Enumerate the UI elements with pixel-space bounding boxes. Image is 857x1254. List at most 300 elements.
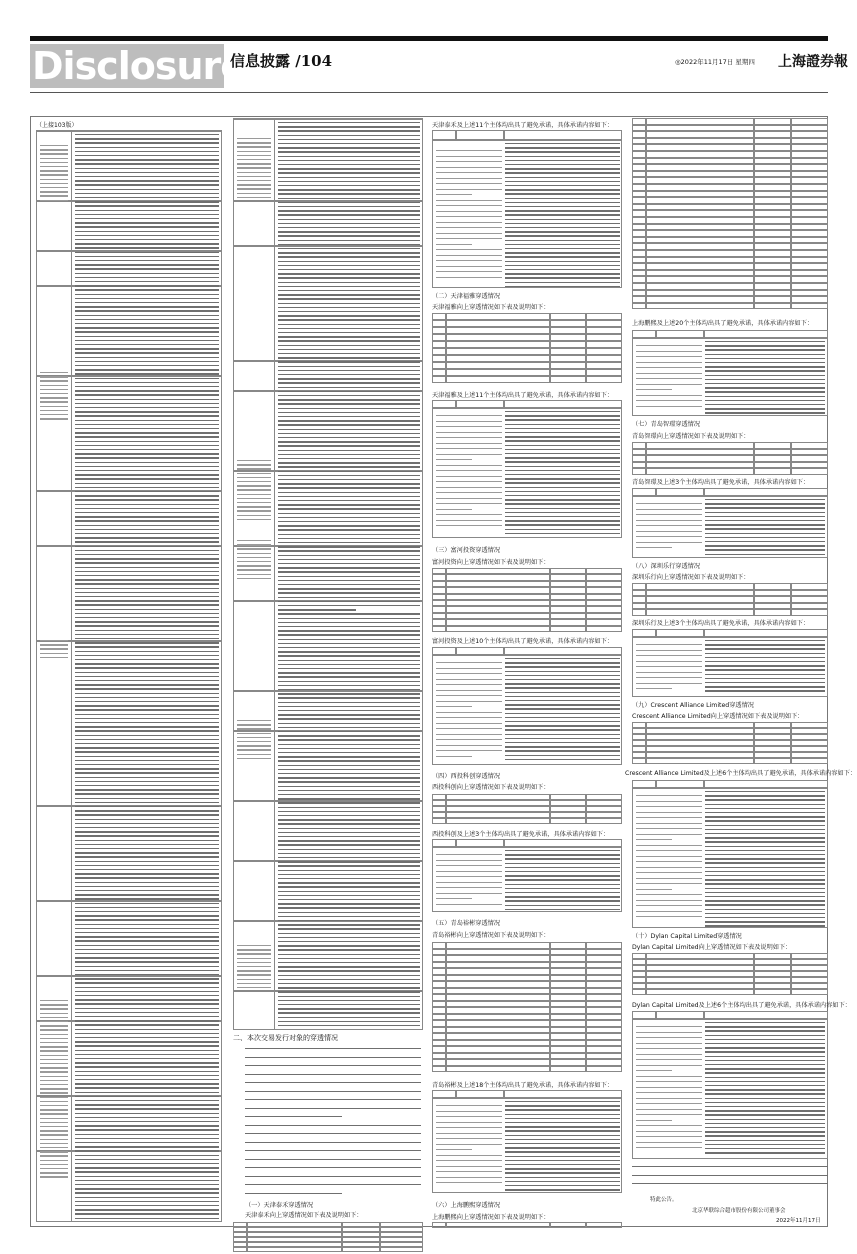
- text-line: [237, 146, 271, 147]
- table-cell: [586, 327, 622, 334]
- heading-c4-9: Crescent Alliance Limited向上穿透情况如下表及说明如下：: [632, 713, 804, 720]
- text-line: [636, 362, 702, 363]
- table-cell: [632, 488, 656, 496]
- text-line: [75, 709, 219, 710]
- text-line: [278, 592, 420, 593]
- table-cell: [754, 197, 791, 204]
- table-cell: [646, 468, 754, 475]
- text-line: [436, 1105, 502, 1106]
- text-line: [436, 498, 502, 499]
- text-line: [75, 302, 219, 303]
- text-line: [505, 151, 620, 152]
- text-line: [75, 596, 219, 597]
- table-cell: [446, 320, 550, 327]
- text-line: [278, 277, 420, 278]
- table-cell: [791, 158, 828, 165]
- text-line: [40, 1021, 68, 1022]
- text-line: [278, 214, 420, 215]
- text-line: [505, 888, 620, 889]
- text-line: [278, 189, 420, 190]
- text-line: [75, 1012, 219, 1013]
- text-line: [75, 1205, 219, 1206]
- text-line: [705, 1148, 825, 1149]
- text-line: [237, 540, 271, 541]
- text-line: [278, 210, 420, 211]
- table-cell: [646, 158, 754, 165]
- text-line: [278, 399, 420, 400]
- table-cell: [36, 130, 222, 132]
- text-line: [278, 786, 420, 787]
- text-line: [505, 181, 620, 182]
- text-line: [75, 991, 219, 992]
- text-line: [636, 373, 702, 374]
- text-line: [278, 185, 420, 186]
- text-line: [436, 525, 502, 526]
- text-line: [278, 412, 420, 413]
- table-cell: [646, 270, 754, 277]
- text-line: [75, 285, 219, 286]
- text-line: [705, 846, 825, 847]
- text-line: [278, 1012, 420, 1013]
- table-cell: [791, 210, 828, 217]
- text-line: [278, 811, 420, 812]
- text-line: [505, 675, 620, 676]
- text-line: [75, 352, 219, 353]
- text-line: [636, 1087, 702, 1088]
- text-line: [75, 945, 219, 946]
- heading-c4-7: 深圳乐行及上述3个主体均出具了避免承诺，具体承诺内容如下：: [632, 620, 810, 627]
- table-cell: [632, 164, 646, 171]
- text-line: [237, 974, 271, 975]
- text-line: [278, 403, 420, 404]
- text-line: [278, 928, 420, 929]
- text-line: [75, 772, 219, 773]
- text-line: [278, 546, 420, 547]
- text-line: [40, 1176, 68, 1177]
- text-line: [705, 345, 825, 346]
- table-cell: [632, 468, 646, 475]
- text-line: [75, 1075, 219, 1076]
- table-cell: [432, 400, 456, 408]
- text-line: [40, 1118, 68, 1119]
- text-line: [705, 909, 825, 910]
- text-line: [505, 662, 620, 663]
- text-line: [75, 705, 219, 706]
- text-line: [75, 369, 219, 370]
- text-line: [40, 389, 68, 390]
- table-cell: [432, 1090, 456, 1098]
- text-line: [40, 1084, 68, 1085]
- table-cell: [632, 303, 646, 310]
- text-line: [278, 681, 420, 682]
- text-line: [505, 177, 620, 178]
- text-line: [40, 1025, 68, 1026]
- table-cell: [754, 296, 791, 303]
- text-line: [40, 1050, 68, 1051]
- text-line: [636, 1098, 702, 1099]
- text-line: [278, 319, 420, 320]
- text-line: [436, 904, 502, 905]
- text-line: [40, 640, 68, 641]
- text-line: [75, 205, 219, 206]
- text-line: [705, 1072, 825, 1073]
- table-cell: [791, 257, 828, 264]
- table-cell: [446, 369, 550, 376]
- text-line: [40, 401, 68, 402]
- table-cell: [646, 210, 754, 217]
- text-line: [75, 701, 219, 702]
- text-line: [75, 1188, 219, 1189]
- text-line: [75, 936, 219, 937]
- text-line: [245, 1125, 421, 1126]
- text-line: [278, 563, 420, 564]
- text-line: [505, 1177, 620, 1178]
- text-line: [75, 571, 219, 572]
- text-line: [636, 900, 702, 901]
- text-line: [245, 1184, 421, 1185]
- text-line: [75, 592, 219, 593]
- text-line: [436, 520, 502, 521]
- text-line: [278, 466, 420, 467]
- text-line: [75, 1054, 219, 1055]
- text-line: [278, 756, 420, 757]
- text-line: [636, 1114, 702, 1115]
- table-cell: [247, 1247, 342, 1252]
- text-line: [278, 622, 420, 623]
- text-line: [636, 677, 702, 678]
- text-line: [75, 315, 219, 316]
- table-cell: [646, 224, 754, 231]
- text-line: [75, 663, 219, 664]
- text-line: [278, 244, 420, 245]
- table-cell: [754, 125, 791, 132]
- text-line: [278, 693, 420, 694]
- text-line: [40, 410, 68, 411]
- text-line: [505, 1139, 620, 1140]
- text-line: [505, 419, 620, 420]
- table-cell: [646, 131, 754, 138]
- text-line: [278, 828, 420, 829]
- text-line: [436, 860, 502, 861]
- text-line: [75, 642, 219, 643]
- text-line: [278, 290, 420, 291]
- text-line: [436, 487, 502, 488]
- text-line: [505, 470, 620, 471]
- text-line: [75, 1138, 219, 1139]
- heading-c4-13: Dylan Capital Limited及上述6个主体均出具了避免承诺，具体承诺内容如下：: [632, 1002, 851, 1009]
- table-cell: [586, 369, 622, 376]
- text-line: [436, 509, 472, 510]
- text-line: [705, 925, 825, 926]
- table-cell: [754, 758, 791, 764]
- text-line: [75, 558, 219, 559]
- section-title: 信息披露 /104: [230, 52, 333, 70]
- text-line: [278, 219, 420, 220]
- text-line: [705, 669, 825, 670]
- text-line: [436, 216, 502, 217]
- table-cell: [791, 270, 828, 277]
- text-line: [636, 1109, 702, 1110]
- text-line: [278, 193, 420, 194]
- text-line: [75, 1045, 219, 1046]
- disclosure-logo: Disclosure: [32, 44, 246, 88]
- table-cell: [754, 989, 791, 995]
- text-line: [237, 962, 271, 963]
- text-line: [75, 193, 219, 194]
- text-line: [636, 395, 702, 396]
- text-line: [436, 156, 502, 157]
- text-line: [237, 548, 271, 549]
- text-line: [505, 696, 620, 697]
- text-line: [278, 269, 420, 270]
- text-line: [278, 437, 420, 438]
- heading-c3-1: 天津泰禾及上述11个主体均出具了避免承诺，具体承诺内容如下：: [432, 122, 614, 129]
- table-cell: [432, 1098, 622, 1193]
- text-line: [705, 829, 825, 830]
- table-cell: [446, 341, 550, 348]
- text-line: [636, 389, 672, 390]
- text-line: [278, 731, 420, 732]
- text-line: [705, 665, 825, 666]
- text-line: [436, 260, 502, 261]
- text-line: [636, 1081, 702, 1082]
- text-line: [705, 799, 825, 800]
- text-line: [636, 1032, 702, 1033]
- text-line: [278, 420, 420, 421]
- text-line: [40, 1097, 68, 1098]
- text-line: [278, 256, 420, 257]
- text-line: [75, 764, 219, 765]
- table-cell: [754, 171, 791, 178]
- text-line: [75, 1083, 219, 1084]
- table-cell: [632, 204, 646, 211]
- text-line: [40, 653, 68, 654]
- text-line: [75, 688, 219, 689]
- table-cell: [791, 276, 828, 283]
- text-line: [237, 193, 271, 194]
- text-line: [636, 1026, 702, 1027]
- table-cell: [754, 131, 791, 138]
- text-line: [636, 916, 702, 917]
- text-line: [278, 655, 420, 656]
- text-line: [75, 508, 219, 509]
- text-line: [278, 198, 420, 199]
- text-line: [636, 889, 672, 890]
- text-line: [278, 933, 420, 934]
- text-line: [75, 1079, 219, 1080]
- text-line: [278, 433, 420, 434]
- text-line: [705, 1127, 825, 1128]
- text-line: [75, 277, 219, 278]
- table-cell: [446, 376, 550, 383]
- text-line: [237, 515, 271, 516]
- text-line: [75, 789, 219, 790]
- text-line: [505, 1189, 620, 1190]
- table-cell: [586, 341, 622, 348]
- table-cell: [550, 320, 586, 327]
- text-line: [505, 666, 620, 667]
- text-line: [75, 231, 219, 232]
- text-line: [75, 1159, 219, 1160]
- text-line: [505, 700, 620, 701]
- text-line: [40, 1055, 68, 1056]
- text-line: [505, 909, 620, 910]
- text-line: [40, 149, 68, 150]
- text-line: [705, 892, 825, 893]
- table-cell: [646, 144, 754, 151]
- table-cell: [550, 313, 586, 320]
- text-line: [278, 357, 420, 358]
- table-cell: [632, 217, 646, 224]
- text-line: [505, 235, 620, 236]
- text-line: [505, 210, 620, 211]
- table-cell: [550, 348, 586, 355]
- text-line: [505, 214, 620, 215]
- text-line: [278, 895, 420, 896]
- text-line: [436, 1127, 502, 1128]
- text-line: [505, 520, 620, 521]
- text-line: [278, 912, 420, 913]
- text-line: [278, 508, 420, 509]
- text-line: [237, 544, 271, 545]
- text-line: [505, 487, 620, 488]
- text-line: [237, 180, 271, 181]
- text-line: [436, 756, 472, 757]
- text-line: [75, 609, 219, 610]
- text-line: [278, 504, 420, 505]
- text-line: [237, 494, 271, 495]
- table-cell: [646, 758, 754, 764]
- text-line: [278, 832, 420, 833]
- text-line: [636, 1131, 702, 1132]
- table-cell: [432, 362, 446, 369]
- text-line: [75, 1104, 219, 1105]
- text-line: [40, 1101, 68, 1102]
- table-cell: [791, 151, 828, 158]
- text-line: [75, 428, 219, 429]
- heading-c4-2: （七）青岛智璟穿透情况: [632, 421, 701, 428]
- text-line: [75, 176, 219, 177]
- text-line: [40, 166, 68, 167]
- text-line: [75, 323, 219, 324]
- text-line: [705, 396, 825, 397]
- text-line: [705, 816, 825, 817]
- text-line: [436, 167, 502, 168]
- text-line: [75, 575, 219, 576]
- table-cell: [791, 296, 828, 303]
- text-line: [278, 252, 420, 253]
- text-line: [278, 802, 420, 803]
- text-line: [705, 1089, 825, 1090]
- table-cell: [446, 334, 550, 341]
- text-line: [278, 836, 420, 837]
- text-line: [505, 240, 620, 241]
- text-line: [505, 164, 620, 165]
- text-line: [237, 489, 271, 490]
- text-line: [278, 807, 420, 808]
- text-line: [75, 978, 219, 979]
- text-line: [705, 354, 825, 355]
- text-line: [278, 727, 420, 728]
- text-line: [705, 888, 825, 889]
- table-cell: [446, 362, 550, 369]
- table-cell: [791, 237, 828, 244]
- table-cell: [791, 171, 828, 178]
- text-line: [278, 891, 420, 892]
- text-line: [237, 159, 271, 160]
- table-cell: [791, 197, 828, 204]
- table-cell: [791, 609, 828, 616]
- text-line: [705, 366, 825, 367]
- text-line: [75, 667, 219, 668]
- text-line: [75, 1150, 219, 1151]
- text-line: [436, 882, 502, 883]
- text-line: [75, 403, 219, 404]
- table-cell: [754, 468, 791, 475]
- text-line: [75, 441, 219, 442]
- text-line: [278, 987, 420, 988]
- text-line: [636, 812, 702, 813]
- text-line: [75, 310, 219, 311]
- text-line: [436, 706, 472, 707]
- table-cell: [791, 118, 828, 125]
- text-line: [75, 453, 219, 454]
- text-line: [278, 496, 420, 497]
- text-line: [505, 189, 620, 190]
- table-cell: [791, 131, 828, 138]
- text-line: [278, 286, 420, 287]
- table-cell: [632, 780, 656, 788]
- text-line: [237, 473, 271, 474]
- text-line: [75, 239, 219, 240]
- text-line: [237, 758, 271, 759]
- table-cell: [754, 224, 791, 231]
- table-cell: [432, 369, 446, 376]
- text-line: [75, 260, 219, 261]
- table-cell: [791, 283, 828, 290]
- text-line: [278, 315, 420, 316]
- text-line: [636, 1070, 672, 1071]
- text-line: [705, 512, 825, 513]
- text-line: [705, 1135, 825, 1136]
- issue-date: ◎2022年11月17日 星期四: [675, 58, 755, 66]
- table-cell: [791, 184, 828, 191]
- text-line: [505, 854, 620, 855]
- text-line: [505, 1160, 620, 1161]
- text-line: [237, 754, 271, 755]
- text-line: [75, 768, 219, 769]
- text-line: [237, 983, 271, 984]
- text-line: [278, 991, 420, 992]
- table-cell: [791, 144, 828, 151]
- table-cell: [754, 158, 791, 165]
- text-line: [636, 1125, 702, 1126]
- table-cell: [504, 839, 622, 847]
- text-line: [278, 1004, 420, 1005]
- text-line: [40, 1080, 68, 1081]
- text-line: [505, 478, 620, 479]
- text-line: [278, 454, 420, 455]
- table-cell: [791, 204, 828, 211]
- text-line: [278, 744, 420, 745]
- text-line: [705, 921, 825, 922]
- text-line: [75, 1192, 219, 1193]
- text-line: [505, 1130, 620, 1131]
- text-line: [75, 432, 219, 433]
- table-cell: [446, 313, 550, 320]
- text-line: [436, 893, 502, 894]
- text-line: [75, 655, 219, 656]
